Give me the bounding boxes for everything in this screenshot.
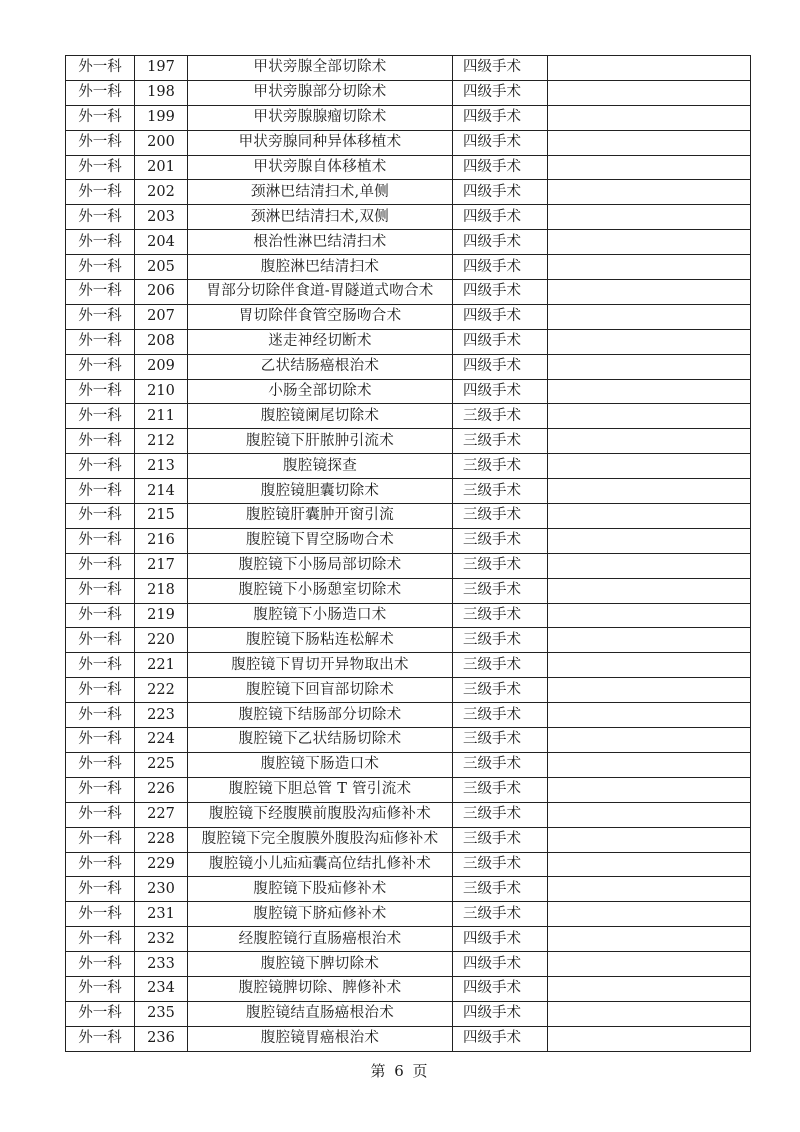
remark-cell xyxy=(548,1026,751,1051)
surgery-name-cell: 腹腔镜下肠粘连松解术 xyxy=(188,628,453,653)
surgery-level-cell: 四级手术 xyxy=(453,927,548,952)
remark-cell xyxy=(548,952,751,977)
department-cell: 外一科 xyxy=(66,728,135,753)
surgery-level-cell: 四级手术 xyxy=(453,952,548,977)
surgery-level-cell: 四级手术 xyxy=(453,80,548,105)
surgery-name-cell: 腹腔淋巴结清扫术 xyxy=(188,255,453,280)
surgery-name-cell: 腹腔镜下小肠局部切除术 xyxy=(188,553,453,578)
table-row xyxy=(66,304,751,329)
table-row xyxy=(66,1001,751,1026)
department-cell: 外一科 xyxy=(66,528,135,553)
surgery-level-cell: 四级手术 xyxy=(453,56,548,81)
remark-cell xyxy=(548,752,751,777)
table-row xyxy=(66,180,751,205)
number-cell: 199 xyxy=(135,105,188,130)
number-cell: 231 xyxy=(135,902,188,927)
number-cell: 205 xyxy=(135,255,188,280)
remark-cell xyxy=(548,802,751,827)
number-cell: 211 xyxy=(135,404,188,429)
surgery-level-cell: 三级手术 xyxy=(453,703,548,728)
remark-cell xyxy=(548,877,751,902)
surgery-name-cell: 甲状旁腺自体移植术 xyxy=(188,155,453,180)
surgery-level-cell: 四级手术 xyxy=(453,1026,548,1051)
number-cell: 198 xyxy=(135,80,188,105)
department-cell: 外一科 xyxy=(66,180,135,205)
surgery-name-cell: 腹腔镜下经腹膜前腹股沟疝修补术 xyxy=(188,802,453,827)
number-cell: 224 xyxy=(135,728,188,753)
remark-cell xyxy=(548,80,751,105)
remark-cell xyxy=(548,553,751,578)
surgery-name-cell: 腹腔镜下脾切除术 xyxy=(188,952,453,977)
remark-cell xyxy=(548,379,751,404)
department-cell: 外一科 xyxy=(66,504,135,529)
number-cell: 201 xyxy=(135,155,188,180)
table-row xyxy=(66,379,751,404)
surgery-level-cell: 三级手术 xyxy=(453,678,548,703)
department-cell: 外一科 xyxy=(66,1001,135,1026)
table-row xyxy=(66,1026,751,1051)
remark-cell xyxy=(548,479,751,504)
table-row xyxy=(66,454,751,479)
number-cell: 226 xyxy=(135,777,188,802)
table-row xyxy=(66,927,751,952)
surgery-level-cell: 三级手术 xyxy=(453,777,548,802)
table-row xyxy=(66,354,751,379)
remark-cell xyxy=(548,1001,751,1026)
surgery-level-cell: 四级手术 xyxy=(453,205,548,230)
table-row xyxy=(66,105,751,130)
department-cell: 外一科 xyxy=(66,454,135,479)
surgery-name-cell: 甲状旁腺全部切除术 xyxy=(188,56,453,81)
remark-cell xyxy=(548,354,751,379)
department-cell: 外一科 xyxy=(66,553,135,578)
surgery-level-cell: 四级手术 xyxy=(453,105,548,130)
remark-cell xyxy=(548,603,751,628)
surgery-name-cell: 腹腔镜胃癌根治术 xyxy=(188,1026,453,1051)
table-row xyxy=(66,902,751,927)
number-cell: 232 xyxy=(135,927,188,952)
number-cell: 197 xyxy=(135,56,188,81)
table-row xyxy=(66,628,751,653)
surgery-level-cell: 四级手术 xyxy=(453,304,548,329)
department-cell: 外一科 xyxy=(66,280,135,305)
surgery-name-cell: 腹腔镜下肝脓肿引流术 xyxy=(188,429,453,454)
surgery-name-cell: 腹腔镜下结肠部分切除术 xyxy=(188,703,453,728)
department-cell: 外一科 xyxy=(66,976,135,1001)
surgery-level-cell: 三级手术 xyxy=(453,877,548,902)
department-cell: 外一科 xyxy=(66,827,135,852)
surgery-name-cell: 腹腔镜下胃切开异物取出术 xyxy=(188,653,453,678)
number-cell: 213 xyxy=(135,454,188,479)
number-cell: 235 xyxy=(135,1001,188,1026)
surgery-level-cell: 三级手术 xyxy=(453,802,548,827)
surgery-name-cell: 腹腔镜下乙状结肠切除术 xyxy=(188,728,453,753)
remark-cell xyxy=(548,827,751,852)
surgery-name-cell: 迷走神经切断术 xyxy=(188,329,453,354)
department-cell: 外一科 xyxy=(66,230,135,255)
remark-cell xyxy=(548,578,751,603)
number-cell: 217 xyxy=(135,553,188,578)
surgery-name-cell: 腹腔镜胆囊切除术 xyxy=(188,479,453,504)
surgery-name-cell: 经腹腔镜行直肠癌根治术 xyxy=(188,927,453,952)
surgery-level-cell: 四级手术 xyxy=(453,230,548,255)
number-cell: 234 xyxy=(135,976,188,1001)
remark-cell xyxy=(548,902,751,927)
surgery-level-cell: 三级手术 xyxy=(453,852,548,877)
department-cell: 外一科 xyxy=(66,80,135,105)
surgery-name-cell: 腹腔镜下肠造口术 xyxy=(188,752,453,777)
department-cell: 外一科 xyxy=(66,255,135,280)
department-cell: 外一科 xyxy=(66,877,135,902)
department-cell: 外一科 xyxy=(66,777,135,802)
department-cell: 外一科 xyxy=(66,329,135,354)
remark-cell xyxy=(548,105,751,130)
surgery-level-cell: 三级手术 xyxy=(453,728,548,753)
remark-cell xyxy=(548,777,751,802)
table-row xyxy=(66,728,751,753)
table-row xyxy=(66,678,751,703)
number-cell: 227 xyxy=(135,802,188,827)
remark-cell xyxy=(548,329,751,354)
number-cell: 221 xyxy=(135,653,188,678)
remark-cell xyxy=(548,927,751,952)
surgery-level-cell: 四级手术 xyxy=(453,255,548,280)
number-cell: 212 xyxy=(135,429,188,454)
surgery-name-cell: 腹腔镜阑尾切除术 xyxy=(188,404,453,429)
surgery-level-cell: 四级手术 xyxy=(453,180,548,205)
table-row xyxy=(66,703,751,728)
surgery-level-cell: 四级手术 xyxy=(453,130,548,155)
department-cell: 外一科 xyxy=(66,802,135,827)
table-row xyxy=(66,603,751,628)
surgery-name-cell: 腹腔镜下小肠造口术 xyxy=(188,603,453,628)
department-cell: 外一科 xyxy=(66,205,135,230)
surgery-level-cell: 四级手术 xyxy=(453,976,548,1001)
remark-cell xyxy=(548,304,751,329)
surgery-table xyxy=(65,55,751,1052)
table-row xyxy=(66,80,751,105)
table-row xyxy=(66,553,751,578)
department-cell: 外一科 xyxy=(66,354,135,379)
number-cell: 206 xyxy=(135,280,188,305)
surgery-name-cell: 腹腔镜下完全腹膜外腹股沟疝修补术 xyxy=(188,827,453,852)
remark-cell xyxy=(548,504,751,529)
number-cell: 207 xyxy=(135,304,188,329)
table-row xyxy=(66,877,751,902)
remark-cell xyxy=(548,230,751,255)
remark-cell xyxy=(548,155,751,180)
surgery-level-cell: 三级手术 xyxy=(453,504,548,529)
department-cell: 外一科 xyxy=(66,1026,135,1051)
surgery-name-cell: 腹腔镜下脐疝修补术 xyxy=(188,902,453,927)
surgery-name-cell: 腹腔镜下胆总管 T 管引流术 xyxy=(188,777,453,802)
table-row xyxy=(66,429,751,454)
number-cell: 215 xyxy=(135,504,188,529)
number-cell: 200 xyxy=(135,130,188,155)
number-cell: 210 xyxy=(135,379,188,404)
department-cell: 外一科 xyxy=(66,678,135,703)
number-cell: 229 xyxy=(135,852,188,877)
remark-cell xyxy=(548,454,751,479)
remark-cell xyxy=(548,280,751,305)
table-row xyxy=(66,777,751,802)
surgery-level-cell: 四级手术 xyxy=(453,354,548,379)
table-row xyxy=(66,130,751,155)
surgery-level-cell: 三级手术 xyxy=(453,902,548,927)
department-cell: 外一科 xyxy=(66,379,135,404)
number-cell: 228 xyxy=(135,827,188,852)
surgery-name-cell: 腹腔镜结直肠癌根治术 xyxy=(188,1001,453,1026)
number-cell: 230 xyxy=(135,877,188,902)
department-cell: 外一科 xyxy=(66,56,135,81)
table-row xyxy=(66,827,751,852)
number-cell: 223 xyxy=(135,703,188,728)
surgery-level-cell: 三级手术 xyxy=(453,479,548,504)
surgery-level-cell: 三级手术 xyxy=(453,603,548,628)
department-cell: 外一科 xyxy=(66,105,135,130)
number-cell: 202 xyxy=(135,180,188,205)
department-cell: 外一科 xyxy=(66,578,135,603)
number-cell: 225 xyxy=(135,752,188,777)
page-number: 第 6 页 xyxy=(370,1062,430,1080)
department-cell: 外一科 xyxy=(66,130,135,155)
table-row xyxy=(66,653,751,678)
surgery-name-cell: 乙状结肠癌根治术 xyxy=(188,354,453,379)
surgery-level-cell: 三级手术 xyxy=(453,653,548,678)
surgery-level-cell: 三级手术 xyxy=(453,553,548,578)
number-cell: 222 xyxy=(135,678,188,703)
surgery-name-cell: 腹腔镜下小肠憩室切除术 xyxy=(188,578,453,603)
department-cell: 外一科 xyxy=(66,304,135,329)
table-row xyxy=(66,479,751,504)
surgery-name-cell: 胃部分切除伴食道-胃隧道式吻合术 xyxy=(188,280,453,305)
table-row xyxy=(66,952,751,977)
department-cell: 外一科 xyxy=(66,603,135,628)
surgery-level-cell: 三级手术 xyxy=(453,628,548,653)
surgery-level-cell: 三级手术 xyxy=(453,404,548,429)
remark-cell xyxy=(548,976,751,1001)
department-cell: 外一科 xyxy=(66,703,135,728)
department-cell: 外一科 xyxy=(66,752,135,777)
remark-cell xyxy=(548,180,751,205)
remark-cell xyxy=(548,653,751,678)
table-row xyxy=(66,230,751,255)
number-cell: 220 xyxy=(135,628,188,653)
remark-cell xyxy=(548,56,751,81)
department-cell: 外一科 xyxy=(66,952,135,977)
table-row xyxy=(66,852,751,877)
number-cell: 233 xyxy=(135,952,188,977)
remark-cell xyxy=(548,678,751,703)
surgery-name-cell: 腹腔镜下回盲部切除术 xyxy=(188,678,453,703)
table-row xyxy=(66,528,751,553)
surgery-level-cell: 四级手术 xyxy=(453,1001,548,1026)
department-cell: 外一科 xyxy=(66,927,135,952)
table-row xyxy=(66,155,751,180)
table-row xyxy=(66,404,751,429)
surgery-name-cell: 颈淋巴结清扫术,双侧 xyxy=(188,205,453,230)
remark-cell xyxy=(548,404,751,429)
surgery-name-cell: 腹腔镜肝囊肿开窗引流 xyxy=(188,504,453,529)
department-cell: 外一科 xyxy=(66,429,135,454)
number-cell: 204 xyxy=(135,230,188,255)
table-row xyxy=(66,280,751,305)
department-cell: 外一科 xyxy=(66,902,135,927)
remark-cell xyxy=(548,628,751,653)
department-cell: 外一科 xyxy=(66,479,135,504)
surgery-name-cell: 胃切除伴食管空肠吻合术 xyxy=(188,304,453,329)
table-row xyxy=(66,205,751,230)
table-row xyxy=(66,56,751,81)
surgery-level-cell: 三级手术 xyxy=(453,454,548,479)
department-cell: 外一科 xyxy=(66,653,135,678)
table-row xyxy=(66,255,751,280)
surgery-level-cell: 三级手术 xyxy=(453,578,548,603)
surgery-name-cell: 甲状旁腺腺瘤切除术 xyxy=(188,105,453,130)
table-row xyxy=(66,752,751,777)
number-cell: 236 xyxy=(135,1026,188,1051)
surgery-level-cell: 四级手术 xyxy=(453,280,548,305)
table-row xyxy=(66,504,751,529)
department-cell: 外一科 xyxy=(66,628,135,653)
surgery-name-cell: 腹腔镜下股疝修补术 xyxy=(188,877,453,902)
surgery-name-cell: 颈淋巴结清扫术,单侧 xyxy=(188,180,453,205)
remark-cell xyxy=(548,728,751,753)
surgery-level-cell: 四级手术 xyxy=(453,155,548,180)
surgery-level-cell: 三级手术 xyxy=(453,528,548,553)
surgery-name-cell: 根治性淋巴结清扫术 xyxy=(188,230,453,255)
surgery-level-cell: 四级手术 xyxy=(453,379,548,404)
remark-cell xyxy=(548,130,751,155)
remark-cell xyxy=(548,852,751,877)
number-cell: 219 xyxy=(135,603,188,628)
number-cell: 209 xyxy=(135,354,188,379)
surgery-name-cell: 腹腔镜脾切除、脾修补术 xyxy=(188,976,453,1001)
department-cell: 外一科 xyxy=(66,155,135,180)
department-cell: 外一科 xyxy=(66,852,135,877)
number-cell: 214 xyxy=(135,479,188,504)
number-cell: 208 xyxy=(135,329,188,354)
surgery-level-cell: 三级手术 xyxy=(453,752,548,777)
surgery-level-cell: 四级手术 xyxy=(453,329,548,354)
remark-cell xyxy=(548,429,751,454)
table-row xyxy=(66,802,751,827)
remark-cell xyxy=(548,703,751,728)
number-cell: 216 xyxy=(135,528,188,553)
table-row xyxy=(66,976,751,1001)
surgery-name-cell: 小肠全部切除术 xyxy=(188,379,453,404)
number-cell: 218 xyxy=(135,578,188,603)
surgery-level-cell: 三级手术 xyxy=(453,827,548,852)
table-row xyxy=(66,578,751,603)
remark-cell xyxy=(548,205,751,230)
department-cell: 外一科 xyxy=(66,404,135,429)
surgery-name-cell: 腹腔镜探查 xyxy=(188,454,453,479)
surgery-name-cell: 腹腔镜小儿疝疝囊高位结扎修补术 xyxy=(188,852,453,877)
surgery-level-cell: 三级手术 xyxy=(453,429,548,454)
number-cell: 203 xyxy=(135,205,188,230)
table-row xyxy=(66,329,751,354)
surgery-name-cell: 甲状旁腺部分切除术 xyxy=(188,80,453,105)
remark-cell xyxy=(548,528,751,553)
remark-cell xyxy=(548,255,751,280)
table-body xyxy=(66,56,751,1052)
surgery-name-cell: 甲状旁腺同种异体移植术 xyxy=(188,130,453,155)
surgery-name-cell: 腹腔镜下胃空肠吻合术 xyxy=(188,528,453,553)
